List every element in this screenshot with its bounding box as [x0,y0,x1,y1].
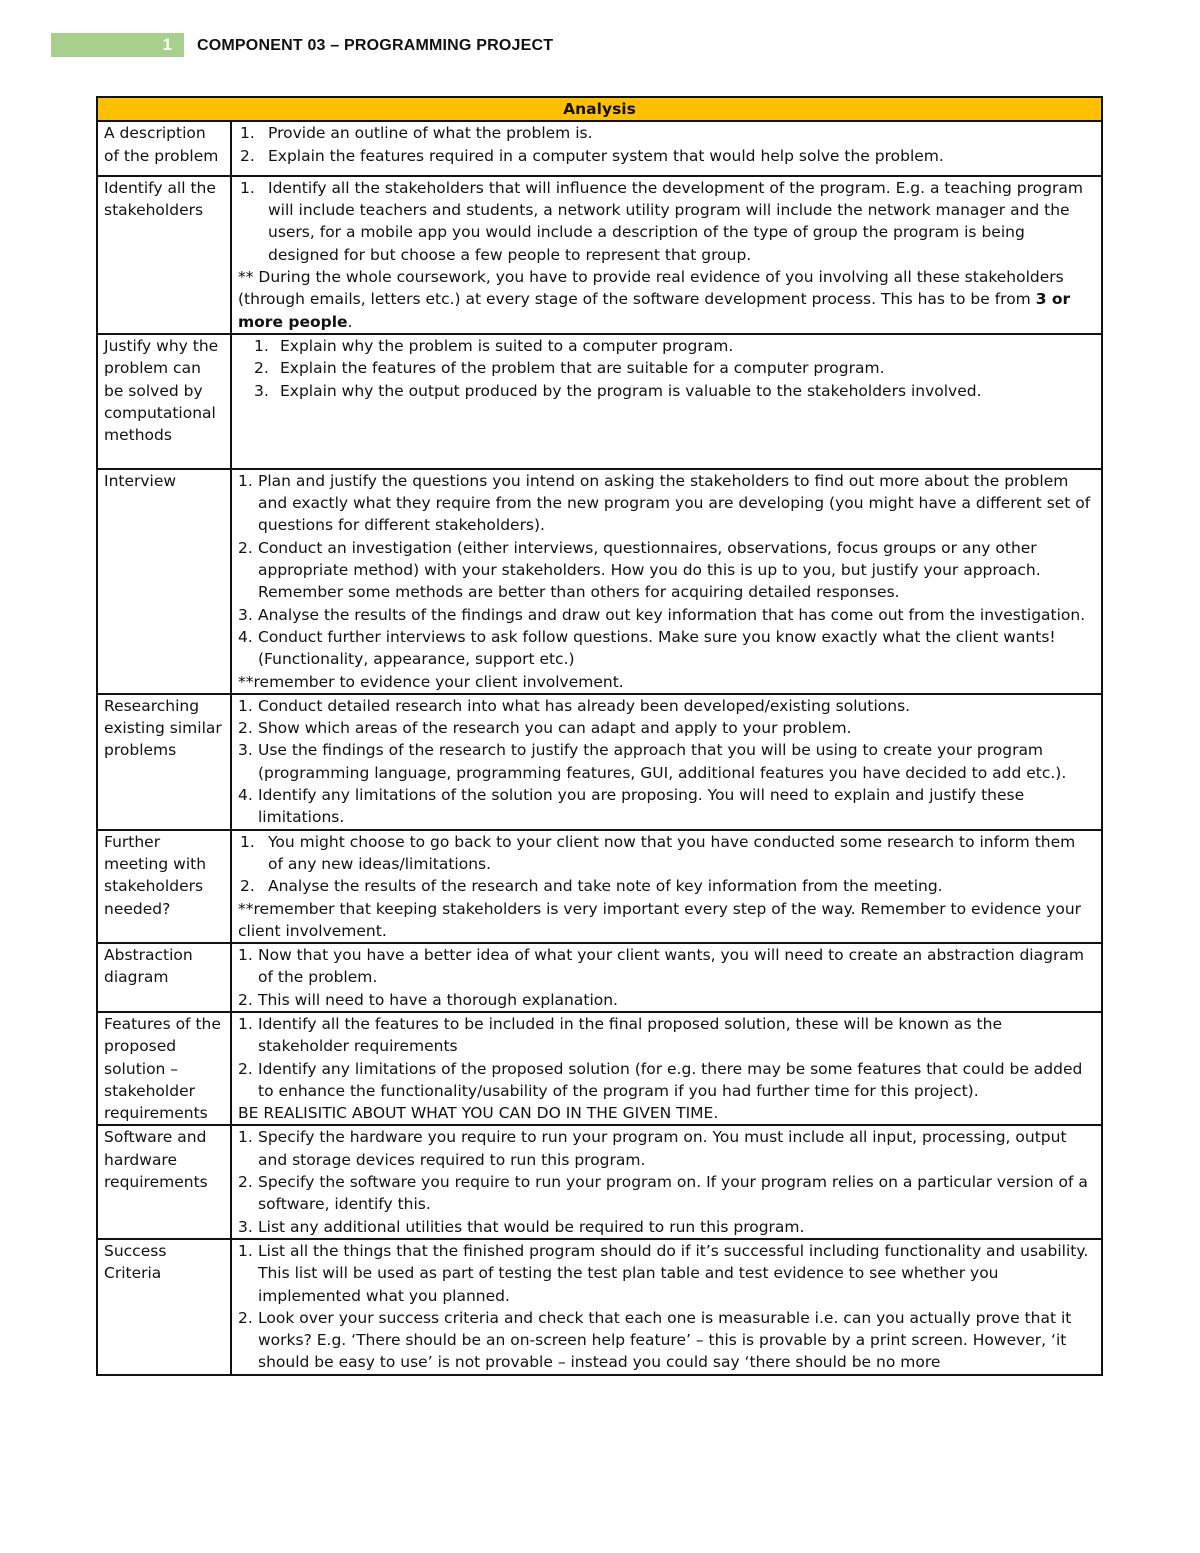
row-content [231,469,1102,694]
row-note: BE REALISITIC ABOUT WHAT YOU CAN DO IN THE GIVEN TIME. [238,1104,719,1123]
row-content [231,334,1102,469]
list-item: 1. Plan and justify the questions you intend on asking the stakeholders to find out more about the problem and exactly what they require from the new program you are developing (you might have a different set of questions for different stakeholders). [238,471,1091,535]
list-item: 1. Provide an outline of what the problem is. [240,124,593,143]
requirement-list [238,944,1095,1011]
row-label: A description of the problem [97,121,231,176]
row-content [231,830,1102,943]
row-content [231,121,1102,176]
row-label: Success Criteria [97,1239,231,1375]
list-item: 1. Explain why the problem is suited to a computer program. [254,336,734,355]
row-label: Justify why the problem can be solved by computational methods [97,334,231,469]
table-row [97,121,1102,176]
table-row [97,176,1102,334]
table-row [97,1239,1102,1375]
list-item: 2. Look over your success criteria and check that each one is measurable i.e. can you actually prove that it works? E.g. ‘There should be an on-screen help feature’ – this is provable by a print screen. However, ‘it should be easy to use’ is not provable – instead you could say ‘there should be no more [238,1308,1072,1372]
row-content [231,176,1102,334]
list-item: 1. Specify the hardware you require to run your program on. You must include all input, processing, output and storage devices required to run this program. [238,1128,1067,1169]
list-item: 1. Now that you have a better idea of what your client wants, you will need to create an abstraction diagram of the problem. [238,946,1084,987]
table-title: Analysis [97,97,1102,121]
document-header-title: COMPONENT 03 – PROGRAMMING PROJECT [197,37,554,54]
emphasis-text: 3 or more people [238,290,1071,331]
row-label: Features of the proposed solution – stakeholder requirements [97,1012,231,1125]
list-item: 2. Explain the features required in a computer system that would help solve the problem. [240,146,944,165]
row-content [231,1239,1102,1375]
list-item: 1. Identify all the stakeholders that will influence the development of the program. E.g. a teaching program will include teachers and students, a network utility program will include the network manager and the users, for a mobile app you would include a description of the type of group the program is being designed for but choose a few people to represent that group. [240,178,1083,264]
list-item: 3. Explain why the output produced by the program is valuable to the stakeholders involved. [254,381,982,400]
list-item: 3. List any additional utilities that would be required to run this program. [238,1217,805,1236]
list-item: 2. Explain the features of the problem that are suitable for a computer program. [254,359,885,378]
list-item: 2. Identify any limitations of the proposed solution (for e.g. there may be some features that could be added to enhance the functionality/usability of the program if you had further time for this project). [238,1059,1083,1100]
list-item: 2. Analyse the results of the research and take note of key information from the meeting. [240,877,943,896]
row-content [231,694,1102,830]
row-label: Software and hardware requirements [97,1125,231,1238]
list-item: 2. Show which areas of the research you can adapt and apply to your problem. [238,719,852,738]
analysis-table [96,96,1103,1376]
row-label: Interview [97,469,231,694]
requirement-list [238,695,1095,829]
table-row [97,1012,1102,1125]
row-content [231,1012,1102,1125]
list-item: 4. Conduct further interviews to ask follow questions. Make sure you know exactly what the client wants! (Functionality, appearance, support etc.) [238,627,1056,669]
list-item: 3. Analyse the results of the findings and draw out key information that has come out from the investigation. [238,605,1086,624]
list-item: 1. Conduct detailed research into what has already been developed/existing solutions. [238,696,911,715]
requirement-list [238,831,1095,898]
row-label: Further meeting with stakeholders needed? [97,830,231,943]
row-content [231,1125,1102,1238]
list-item: 1. List all the things that the finished program should do if it’s successful including functionality and usability. This list will be used as part of testing the test plan table and test evidence to see whether you implemented what you planned. [238,1241,1089,1305]
row-content [231,943,1102,1012]
requirement-list [238,122,1095,167]
requirement-list [238,335,1095,402]
table-row [97,694,1102,830]
requirement-list [238,1126,1095,1237]
row-note: ** During the whole coursework, you have to provide real evidence of you involving all these stakeholders (through emails, letters etc.) at every stage of the software development process. This has to be from 3 or more people. [238,268,1071,331]
list-item: 2. This will need to have a thorough explanation. [238,990,618,1009]
row-label: Identify all the stakeholders [97,176,231,334]
requirement-list [238,177,1095,266]
row-note: **remember to evidence your client involvement. [238,672,624,691]
row-label: Researching existing similar problems [97,694,231,830]
requirement-list [238,1240,1095,1374]
requirement-list [238,1013,1095,1102]
page-number-badge: 1 [51,33,184,57]
table-row [97,943,1102,1012]
list-item: 1. You might choose to go back to your client now that you have conducted some research to inform them of any new ideas/limitations. [240,832,1076,873]
table-row [97,1125,1102,1238]
row-label: Abstraction diagram [97,943,231,1012]
table-row [97,334,1102,469]
list-item: 1. Identify all the features to be included in the final proposed solution, these will be known as the stakeholder requirements [238,1014,1002,1056]
list-item: 2. Conduct an investigation (either interviews, questionnaires, observations, focus groups or any other appropriate method) with your stakeholders. How you do this is up to you, but justify your approach. Remember some methods are better than others for acquiring detailed responses. [238,538,1041,602]
list-item: 4. Identify any limitations of the solution you are proposing. You will need to explain and justify these limitations. [238,786,1025,827]
table-row [97,469,1102,694]
list-item: 2. Specify the software you require to run your program on. If your program relies on a particular version of a software, identify this. [238,1173,1088,1214]
list-item: 3. Use the findings of the research to justify the approach that you will be using to create your program (programming language, programming features, GUI, additional features you have decided to add etc.). [238,741,1067,782]
row-note: **remember that keeping stakeholders is very important every step of the way. Remember to evidence your client involvement. [238,899,1082,940]
table-row [97,830,1102,943]
requirement-list [238,470,1095,671]
